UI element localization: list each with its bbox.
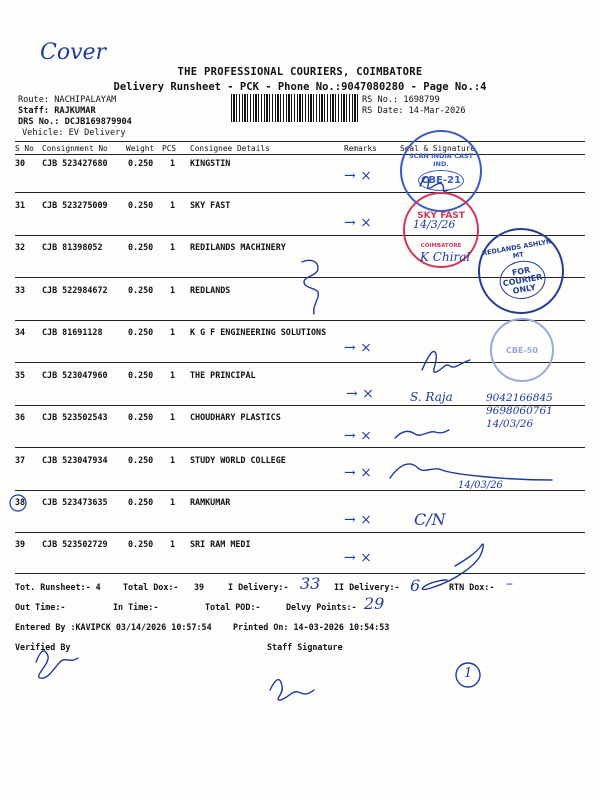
total-dox-label: Total Dox:- (123, 582, 179, 592)
row-consignment-no: CJB 523275009 (42, 200, 108, 210)
row-consignment-no: CJB 523502543 (42, 412, 108, 422)
drs-label: DRS No.: (18, 117, 60, 127)
drs-line (18, 117, 132, 127)
verified-by-signature (36, 651, 78, 678)
row33-signature: K Chiral (420, 250, 471, 264)
remark-mark: → × (344, 215, 372, 231)
row-consignee: CHOUDHARY PLASTICS (190, 412, 281, 422)
route-line (18, 95, 116, 105)
vehicle-value: EV Delivery (68, 128, 126, 138)
row-consignee: RAMKUMAR (190, 497, 231, 507)
stamp-kgf-center: CBE-50 (506, 345, 538, 355)
rs-no-label: RS No.: (362, 95, 399, 105)
rtn-dox-value: – (506, 576, 513, 592)
row-divider (15, 320, 585, 321)
row-weight: 0.250 (128, 327, 154, 337)
row-sno: 37 (15, 455, 26, 465)
handwritten-cover: Cover (40, 40, 107, 65)
row-pcs: 1 (170, 455, 176, 465)
row-pcs: 1 (170, 158, 176, 168)
stamp-sky-fast-bottom: COIMBATORE (420, 243, 462, 249)
row-sno: 39 (15, 539, 26, 549)
out-time-label: Out Time:- (15, 602, 66, 612)
row-pcs: 1 (170, 200, 176, 210)
rs-no-line (362, 95, 440, 105)
row-divider (15, 447, 585, 448)
table-top-rule (15, 141, 585, 142)
row-consignee: THE PRINCIPAL (190, 370, 256, 380)
col-consignment: Consignment No (42, 144, 108, 153)
in-time-label: In Time:- (113, 602, 159, 612)
signature-row37 (390, 464, 552, 480)
verified-by-label: Verified By (15, 642, 71, 652)
route-value: NACHIPALAYAM (54, 95, 117, 105)
i-delivery-value: 33 (300, 574, 321, 593)
staff-line (18, 106, 96, 116)
staff-value: RAJKUMAR (54, 106, 96, 116)
row-consignee: K G F ENGINEERING SOLUTIONS (190, 327, 327, 337)
bracket-row32-33 (302, 260, 318, 314)
row36-date: 14/03/26 (486, 418, 534, 430)
row-weight: 0.250 (128, 412, 154, 422)
row-sno: 33 (15, 285, 26, 295)
row-consignee: REDILANDS MACHINERY (190, 242, 286, 252)
row-consignment-no: CJB 523427680 (42, 158, 108, 168)
remark-mark: → × (344, 428, 372, 444)
rs-date-value: 14-Mar-2026 (408, 106, 466, 116)
printed-on: Printed On: 14-03-2026 10:54:53 (233, 622, 390, 632)
route-label: Route: (18, 95, 50, 105)
col-sno: S No (15, 144, 34, 153)
remark-mark: → × (344, 465, 372, 481)
stamp-scan-india-center: CBE-21 (418, 170, 464, 191)
runsheet-title: Delivery Runsheet - PCK - Phone No.:9047080280 - Page No.:4 (113, 81, 487, 93)
delvy-points-label: Delvy Points:- (286, 602, 357, 612)
row-pcs: 1 (170, 285, 176, 295)
col-weight: Weight (126, 144, 155, 153)
remark-mark: → × (344, 550, 372, 566)
total-pod-label: Total POD:- (205, 602, 261, 612)
entered-by: Entered By :KAVIPCK 03/14/2026 10:57:54 (15, 622, 212, 632)
company-title: THE PROFESSIONAL COURIERS, COIMBATORE (177, 66, 423, 78)
row-consignment-no: CJB 81691128 (42, 327, 103, 337)
row-weight: 0.250 (128, 370, 154, 380)
signature-row36 (395, 430, 449, 438)
row31-date: 14/3/26 (413, 218, 456, 231)
row-consignee: SRI RAM MEDI (190, 539, 251, 549)
row-sno: 34 (15, 327, 26, 337)
stamp-sky-fast-top: SKY FAST (417, 211, 465, 221)
total-dox-value: 39 (194, 582, 205, 592)
remark-mark: → × (344, 512, 372, 528)
row-weight: 0.250 (128, 285, 154, 295)
delvy-points-value: 29 (364, 594, 385, 613)
remark-mark: → × (344, 340, 372, 356)
row-weight: 0.250 (128, 158, 154, 168)
row-pcs: 1 (170, 242, 176, 252)
row-sno: 32 (15, 242, 26, 252)
row35-signature: S. Raja (410, 390, 453, 404)
row-pcs: 1 (170, 370, 176, 380)
tot-runsheet: Tot. Runsheet:- 4 (15, 582, 101, 592)
vehicle-label: Vehicle: (22, 128, 64, 138)
phone-2: 9698060761 (486, 405, 553, 417)
row-consignment-no: CJB 523047960 (42, 370, 108, 380)
stamp-redlands-center: FOR COURIER ONLY (497, 257, 549, 302)
row-consignee: REDLANDS (190, 285, 231, 295)
drs-value: DCJB169879904 (64, 117, 132, 127)
row-divider (15, 192, 585, 193)
row-consignee: SKY FAST (190, 200, 231, 210)
row-consignee: KINGSTIN (190, 158, 231, 168)
row-consignee: STUDY WORLD COLLEGE (190, 455, 286, 465)
stamp-kgf (490, 318, 554, 382)
staff-label: Staff: (18, 106, 50, 116)
remark-mark: → × (344, 168, 372, 184)
rs-date-line (362, 106, 466, 116)
row-consignment-no: CJB 522984672 (42, 285, 108, 295)
row-sno: 31 (15, 200, 26, 210)
row-divider (15, 532, 585, 533)
rtn-dox-label: RTN Dox:- (449, 582, 495, 592)
col-remarks: Remarks (344, 144, 377, 153)
row-weight: 0.250 (128, 200, 154, 210)
col-seal-signature: Seal & Signature (400, 144, 476, 153)
stamp-scan-india-text: SCAN INDIA CAST IND. (408, 151, 474, 168)
row-weight: 0.250 (128, 539, 154, 549)
i-delivery-label: I Delivery:- (228, 582, 289, 592)
stamp-redlands (471, 221, 571, 321)
col-consignee: Consignee Details (190, 144, 270, 153)
row-weight: 0.250 (128, 455, 154, 465)
row37-date: 14/03/26 (458, 480, 503, 491)
row-consignment-no: CJB 523047934 (42, 455, 108, 465)
row-pcs: 1 (170, 539, 176, 549)
rs-no-value: 1698799 (403, 95, 440, 105)
row-sno: 38 (15, 497, 26, 507)
ii-delivery-label: II Delivery:- (334, 582, 400, 592)
col-pcs: PCS (162, 144, 177, 153)
row-weight: 0.250 (128, 242, 154, 252)
row-consignment-no: CJB 523473635 (42, 497, 108, 507)
staff-signature-label: Staff Signature (267, 642, 343, 652)
row-consignment-no: CJB 523502729 (42, 539, 108, 549)
row-sno: 30 (15, 158, 26, 168)
table-header-rule (15, 154, 585, 155)
phone-1: 9042166845 (486, 392, 553, 404)
staff-signature-scribble (270, 680, 314, 700)
remark-mark: → × (346, 386, 374, 402)
row-weight: 0.250 (128, 497, 154, 507)
ii-delivery-value: 6 (410, 576, 421, 595)
row-sno: 35 (15, 370, 26, 380)
circled-number: 1 (464, 666, 473, 681)
row-pcs: 1 (170, 327, 176, 337)
rs-date-label: RS Date: (362, 106, 404, 116)
stamp-redlands-ring: REDLANDS ASHLYN MT (481, 237, 553, 261)
row38-cn: C/N (414, 510, 446, 529)
vehicle-line (22, 128, 126, 138)
row-pcs: 1 (170, 497, 176, 507)
row35-phones (486, 392, 553, 431)
row-pcs: 1 (170, 412, 176, 422)
row-sno: 36 (15, 412, 26, 422)
barcode (231, 94, 359, 122)
row-consignment-no: CJB 81398052 (42, 242, 103, 252)
